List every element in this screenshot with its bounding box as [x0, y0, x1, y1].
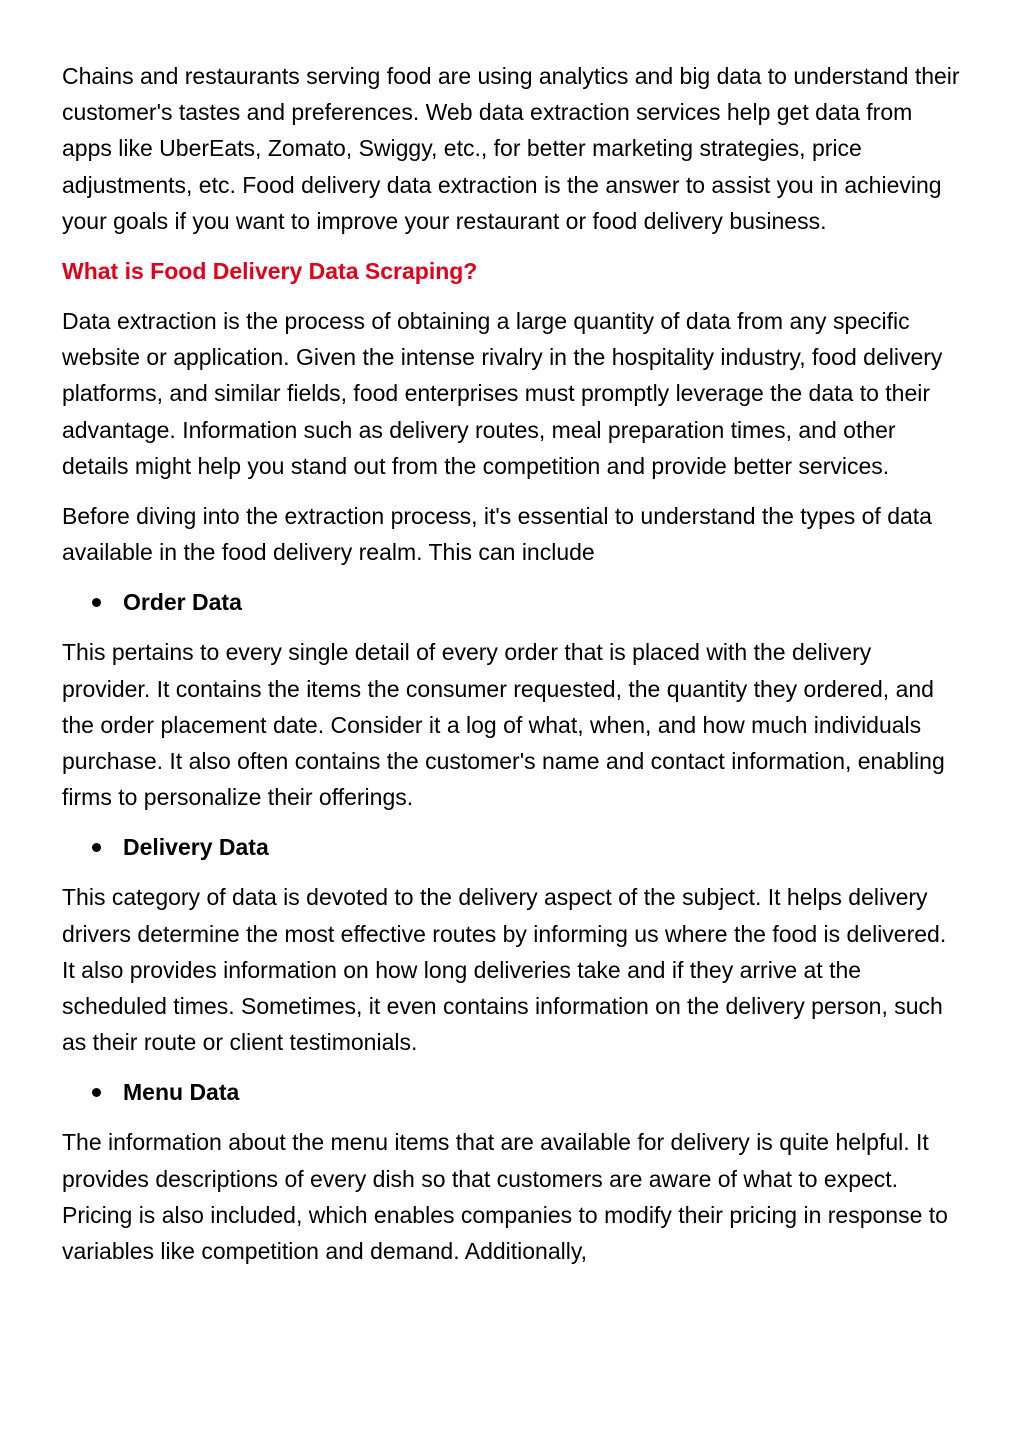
section-heading: What is Food Delivery Data Scraping?: [62, 258, 478, 285]
intro-paragraph: Chains and restaurants serving food are using analytics and big data to understand their customer's tastes and preferences. Web data extraction services help get data from apps like UberEats, Zomato, Swiggy, etc., for better marketing strategies, price adjustments, etc. Food delivery data extraction is the answer to assist you in achieving your goals if you want to improve your restaurant or food delivery business.: [62, 63, 960, 234]
bullet-label: Menu Data: [123, 1079, 240, 1106]
bullet-item-order-data: [62, 584, 961, 620]
menu-data-paragraph: The information about the menu items that are available for delivery is quite helpful. It provides descriptions of every dish so that customers are aware of what to expect. Pricing is also included, which enables companies to modify their pricing in response to variables like competition and demand. Additionally,: [62, 1129, 948, 1265]
delivery-data-paragraph: This category of data is devoted to the delivery aspect of the subject. It helps delivery drivers determine the most effective routes by informing us where the food is delivered. It also provides information on how long deliveries take and if they arrive at the scheduled times. Sometimes, it even contains information on the delivery person, such as their route or client testimonials.: [62, 884, 947, 1056]
bullet-label: Order Data: [123, 589, 242, 616]
bullet-item-menu-data: [62, 1074, 961, 1110]
definition-paragraph: Data extraction is the process of obtaining a large quantity of data from any specific website or application. Given the intense rivalry in the hospitality industry, food delivery platforms, and similar fields, food enterprises must promptly leverage the data to their advantage. Information such as delivery routes, meal preparation times, and other details might help you stand out from the competition and provide better services.: [62, 308, 943, 479]
types-intro-paragraph: Before diving into the extraction process, it's essential to understand the types of data available in the food delivery realm. This can include: [62, 503, 932, 566]
bullet-dot-icon: [92, 598, 101, 607]
bullet-item-delivery-data: [62, 829, 961, 865]
bullet-dot-icon: [92, 1088, 101, 1097]
order-data-paragraph: This pertains to every single detail of every order that is placed with the delivery provider. It contains the items the consumer requested, the quantity they ordered, and the order placement date. Consider it a log of what, when, and how much individuals purchase. It also often contains the customer's name and contact information, enabling firms to personalize their offerings.: [62, 639, 945, 811]
bullet-dot-icon: [92, 843, 101, 852]
bullet-label: Delivery Data: [123, 834, 269, 861]
